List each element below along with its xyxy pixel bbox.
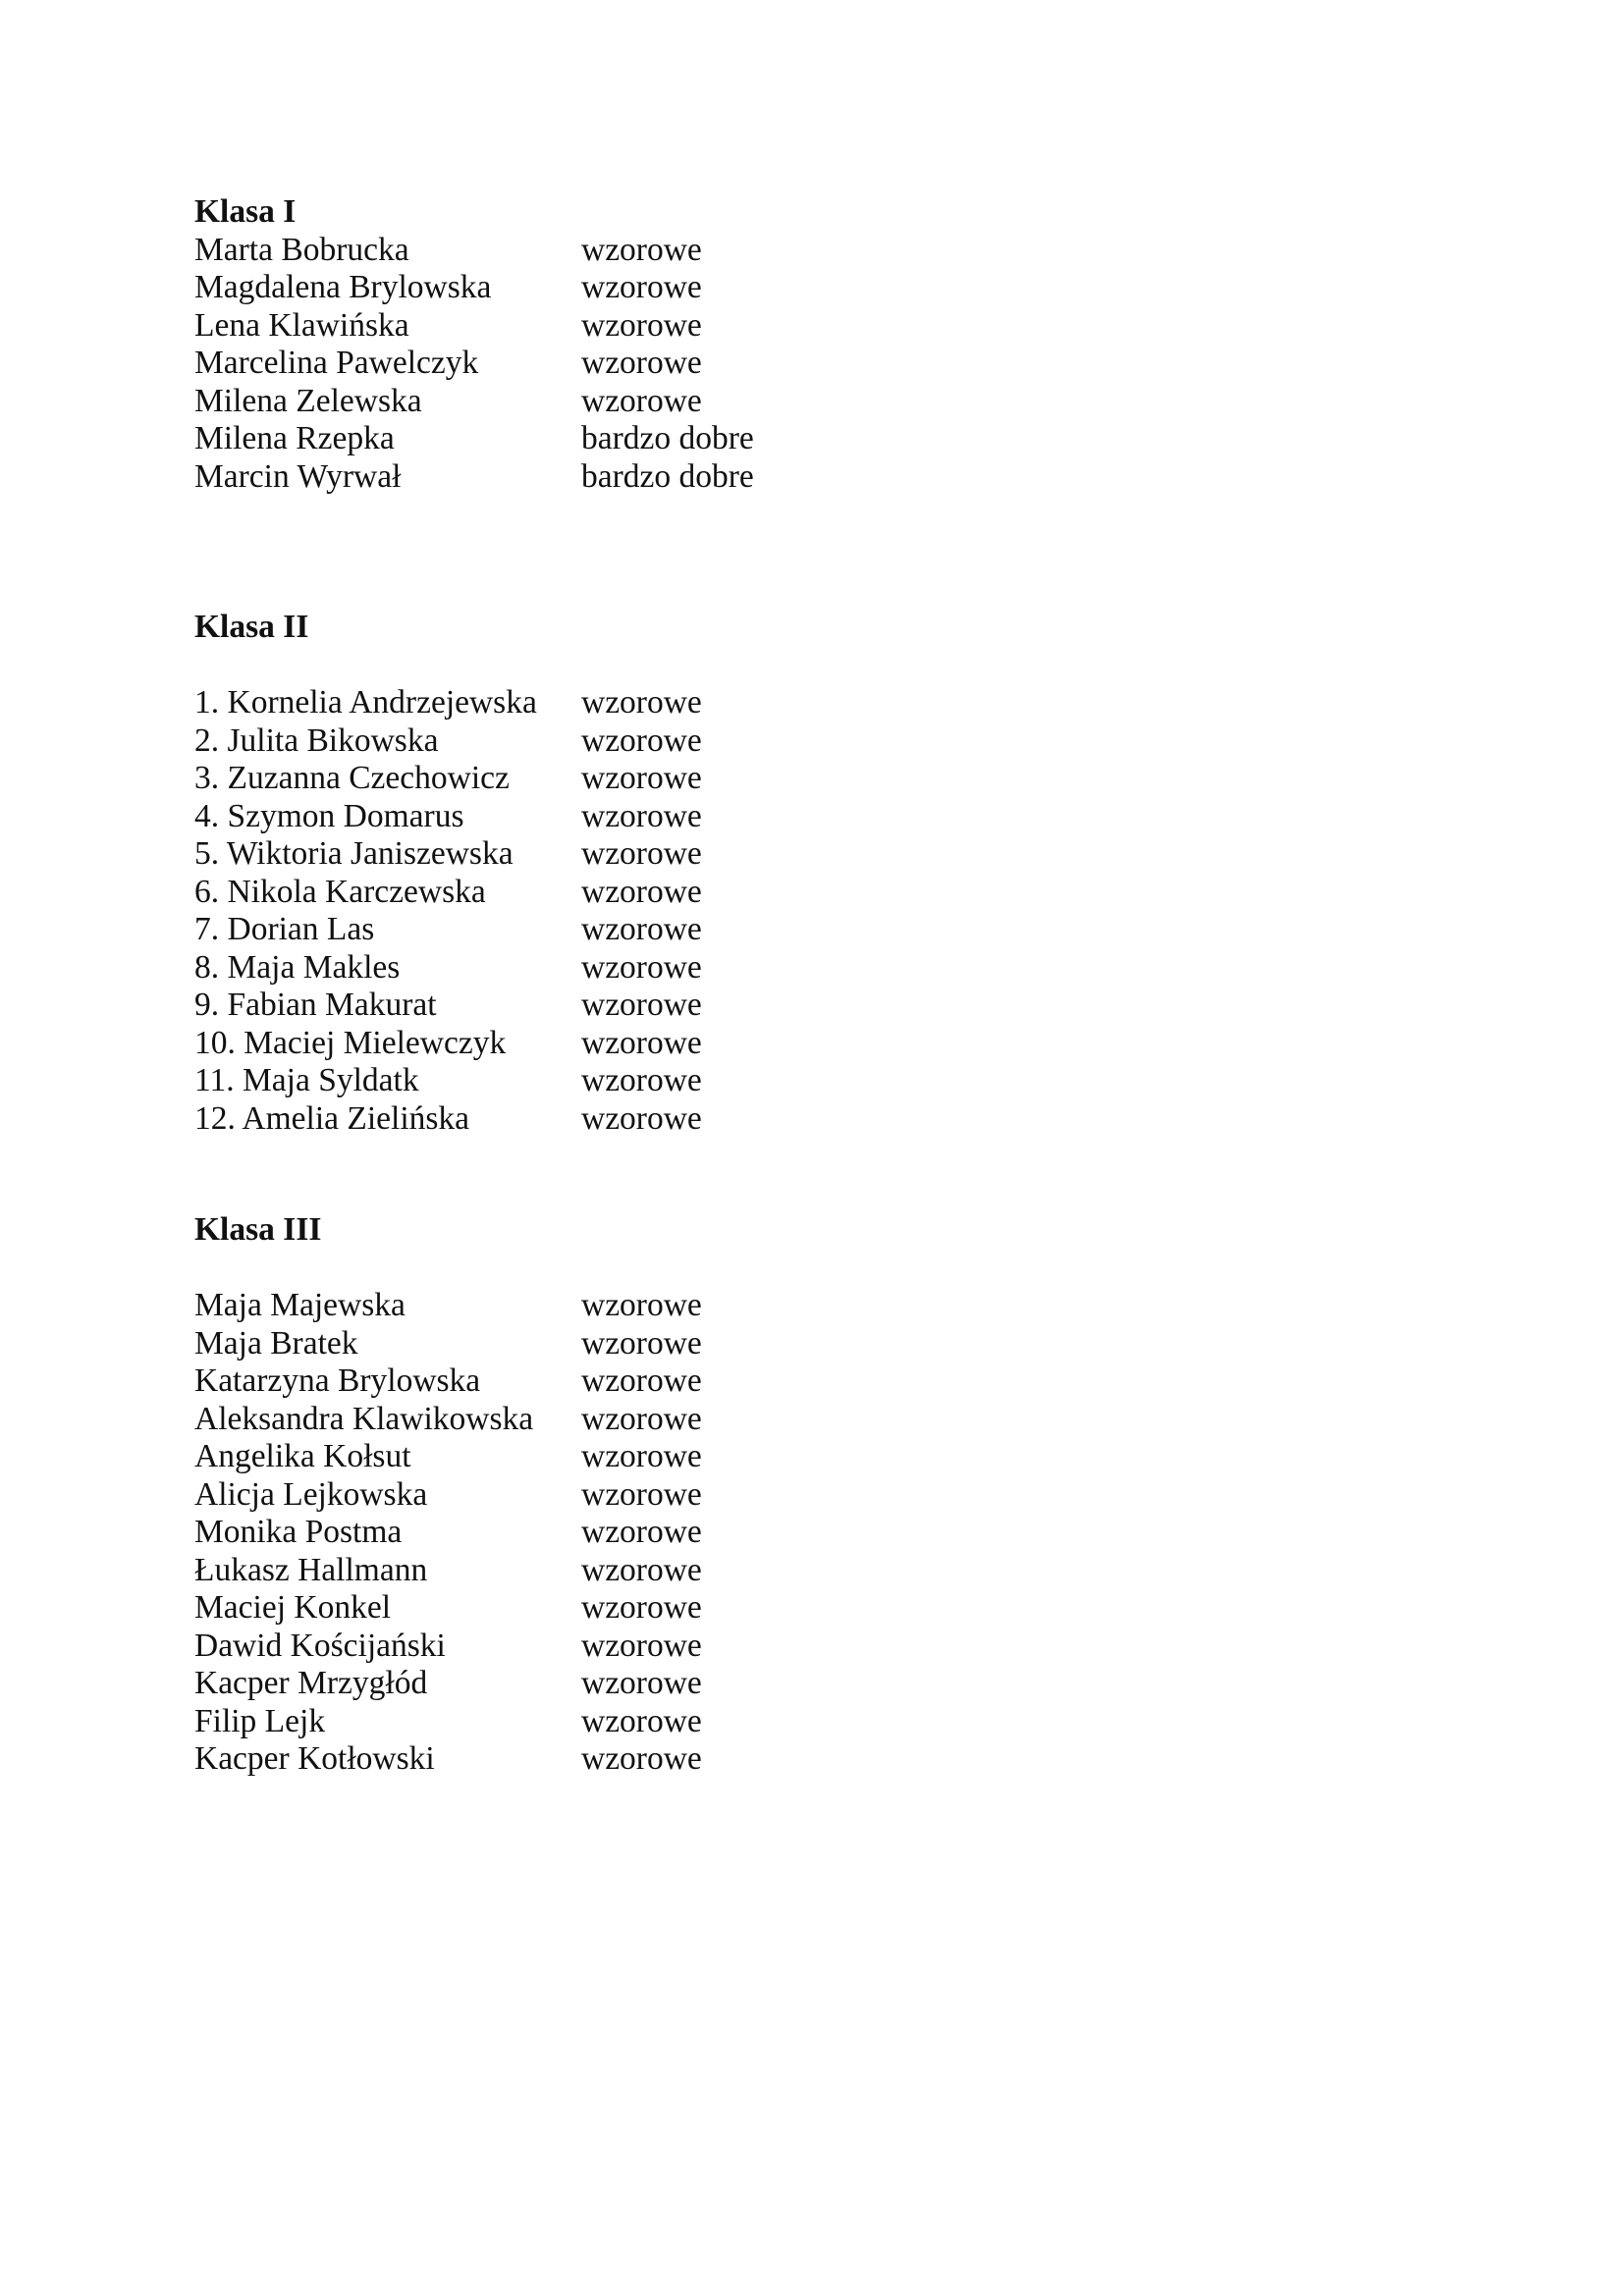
- student-row: [194, 874, 1078, 912]
- student-name: 12. Amelia Zielińska: [194, 1099, 470, 1137]
- conduct-grade: bardzo dobre: [581, 420, 754, 456]
- conduct-grade: wzorowe: [581, 1287, 702, 1323]
- student-name: 6. Nikola Karczewska: [194, 873, 486, 910]
- student-name: Magdalena Brylowska: [194, 269, 492, 305]
- student-name: Maja Majewska: [194, 1287, 406, 1323]
- student-row: [194, 1401, 1078, 1439]
- conduct-grade: wzorowe: [581, 911, 702, 947]
- student-name: Alicja Lejkowska: [194, 1475, 428, 1513]
- conduct-grade: wzorowe: [581, 1099, 702, 1137]
- student-name: Maciej Konkel: [194, 1589, 392, 1626]
- student-name: 4. Szymon Domarus: [194, 797, 464, 834]
- conduct-grade: wzorowe: [581, 1589, 702, 1626]
- student-row: [194, 1740, 1078, 1779]
- student-row: [194, 760, 1078, 798]
- student-row: [194, 911, 1078, 949]
- conduct-grade: wzorowe: [581, 1627, 702, 1664]
- student-name: Milena Rzepka: [194, 420, 395, 456]
- conduct-grade: wzorowe: [581, 345, 702, 381]
- student-name: Angelika Kołsut: [194, 1438, 411, 1474]
- conduct-grade: wzorowe: [581, 873, 702, 910]
- student-name: Marta Bobrucka: [194, 231, 409, 268]
- conduct-grade: wzorowe: [581, 721, 702, 759]
- student-row: [194, 269, 1078, 307]
- student-name: Filip Lejk: [194, 1702, 326, 1739]
- conduct-grade: wzorowe: [581, 760, 702, 796]
- conduct-grade: wzorowe: [581, 231, 702, 268]
- student-name: 9. Fabian Makurat: [194, 987, 437, 1023]
- conduct-grade: wzorowe: [581, 835, 702, 872]
- conduct-grade: wzorowe: [581, 1324, 702, 1362]
- conduct-grade: wzorowe: [581, 269, 702, 305]
- student-row: [194, 1589, 1078, 1628]
- student-row: [194, 684, 1078, 722]
- blank-line: [194, 1250, 1078, 1288]
- student-name: 2. Julita Bikowska: [194, 721, 439, 759]
- conduct-grade: wzorowe: [581, 1514, 702, 1550]
- student-row: [194, 345, 1078, 383]
- student-row: [194, 1628, 1078, 1666]
- student-row: [194, 1362, 1078, 1401]
- conduct-grade: wzorowe: [581, 987, 702, 1023]
- section-heading: Klasa II: [194, 609, 309, 645]
- student-name: Monika Postma: [194, 1514, 403, 1550]
- student-name: 7. Dorian Las: [194, 911, 375, 947]
- student-name: Marcin Wyrwał: [194, 457, 402, 495]
- conduct-grade: wzorowe: [581, 684, 702, 721]
- class-section-3: [194, 1211, 1078, 1779]
- blank-line: [194, 647, 1078, 685]
- conduct-grade: wzorowe: [581, 1024, 702, 1061]
- conduct-grade: wzorowe: [581, 1062, 702, 1098]
- student-row: [194, 307, 1078, 346]
- student-name: 1. Kornelia Andrzejewska: [194, 684, 537, 721]
- student-row: [194, 798, 1078, 836]
- student-name: Kacper Kotłowski: [194, 1740, 435, 1777]
- student-name: Łukasz Hallmann: [194, 1551, 428, 1588]
- student-row: [194, 987, 1078, 1025]
- student-row: [194, 1552, 1078, 1590]
- student-row: [194, 949, 1078, 988]
- student-row: [194, 1100, 1078, 1139]
- conduct-grade: wzorowe: [581, 1665, 702, 1701]
- student-row: [194, 1703, 1078, 1741]
- student-name: Katarzyna Brylowska: [194, 1362, 481, 1399]
- student-row: [194, 458, 1078, 497]
- conduct-grade: wzorowe: [581, 382, 702, 419]
- student-name: Maja Bratek: [194, 1324, 358, 1362]
- student-row: [194, 1062, 1078, 1100]
- student-row: [194, 1665, 1078, 1703]
- student-row: [194, 420, 1078, 458]
- student-row: [194, 835, 1078, 874]
- student-name: Milena Zelewska: [194, 382, 422, 419]
- student-name: 5. Wiktoria Janiszewska: [194, 835, 514, 872]
- conduct-grade: bardzo dobre: [581, 457, 754, 495]
- student-name: Kacper Mrzygłód: [194, 1665, 428, 1701]
- conduct-grade: wzorowe: [581, 1362, 702, 1399]
- student-name: Marcelina Pawelczyk: [194, 345, 479, 381]
- student-name: Lena Klawińska: [194, 306, 409, 344]
- student-name: Aleksandra Klawikowska: [194, 1400, 534, 1437]
- class-section-1: [194, 193, 1078, 496]
- conduct-grade: wzorowe: [581, 797, 702, 834]
- student-row: [194, 722, 1078, 761]
- conduct-grade: wzorowe: [581, 1702, 702, 1739]
- student-row: [194, 1025, 1078, 1063]
- student-name: 10. Maciej Mielewczyk: [194, 1024, 507, 1061]
- section-heading: Klasa I: [194, 193, 297, 230]
- student-row: [194, 1325, 1078, 1363]
- class-section-2: [194, 609, 1078, 1138]
- student-name: 11. Maja Syldatk: [194, 1062, 419, 1098]
- conduct-grade: wzorowe: [581, 948, 702, 986]
- student-name: Dawid Kościjański: [194, 1627, 446, 1664]
- conduct-grade: wzorowe: [581, 1475, 702, 1513]
- conduct-grade: wzorowe: [581, 1551, 702, 1588]
- student-row: [194, 1438, 1078, 1476]
- conduct-grade: wzorowe: [581, 1400, 702, 1437]
- student-row: [194, 383, 1078, 421]
- conduct-grade: wzorowe: [581, 1438, 702, 1474]
- conduct-grade: wzorowe: [581, 1740, 702, 1777]
- section-heading: Klasa III: [194, 1211, 322, 1248]
- student-row: [194, 1476, 1078, 1515]
- student-name: 3. Zuzanna Czechowicz: [194, 760, 510, 796]
- student-row: [194, 1514, 1078, 1552]
- conduct-grade: wzorowe: [581, 306, 702, 344]
- student-row: [194, 1287, 1078, 1325]
- student-name: 8. Maja Makles: [194, 948, 401, 986]
- student-row: [194, 232, 1078, 270]
